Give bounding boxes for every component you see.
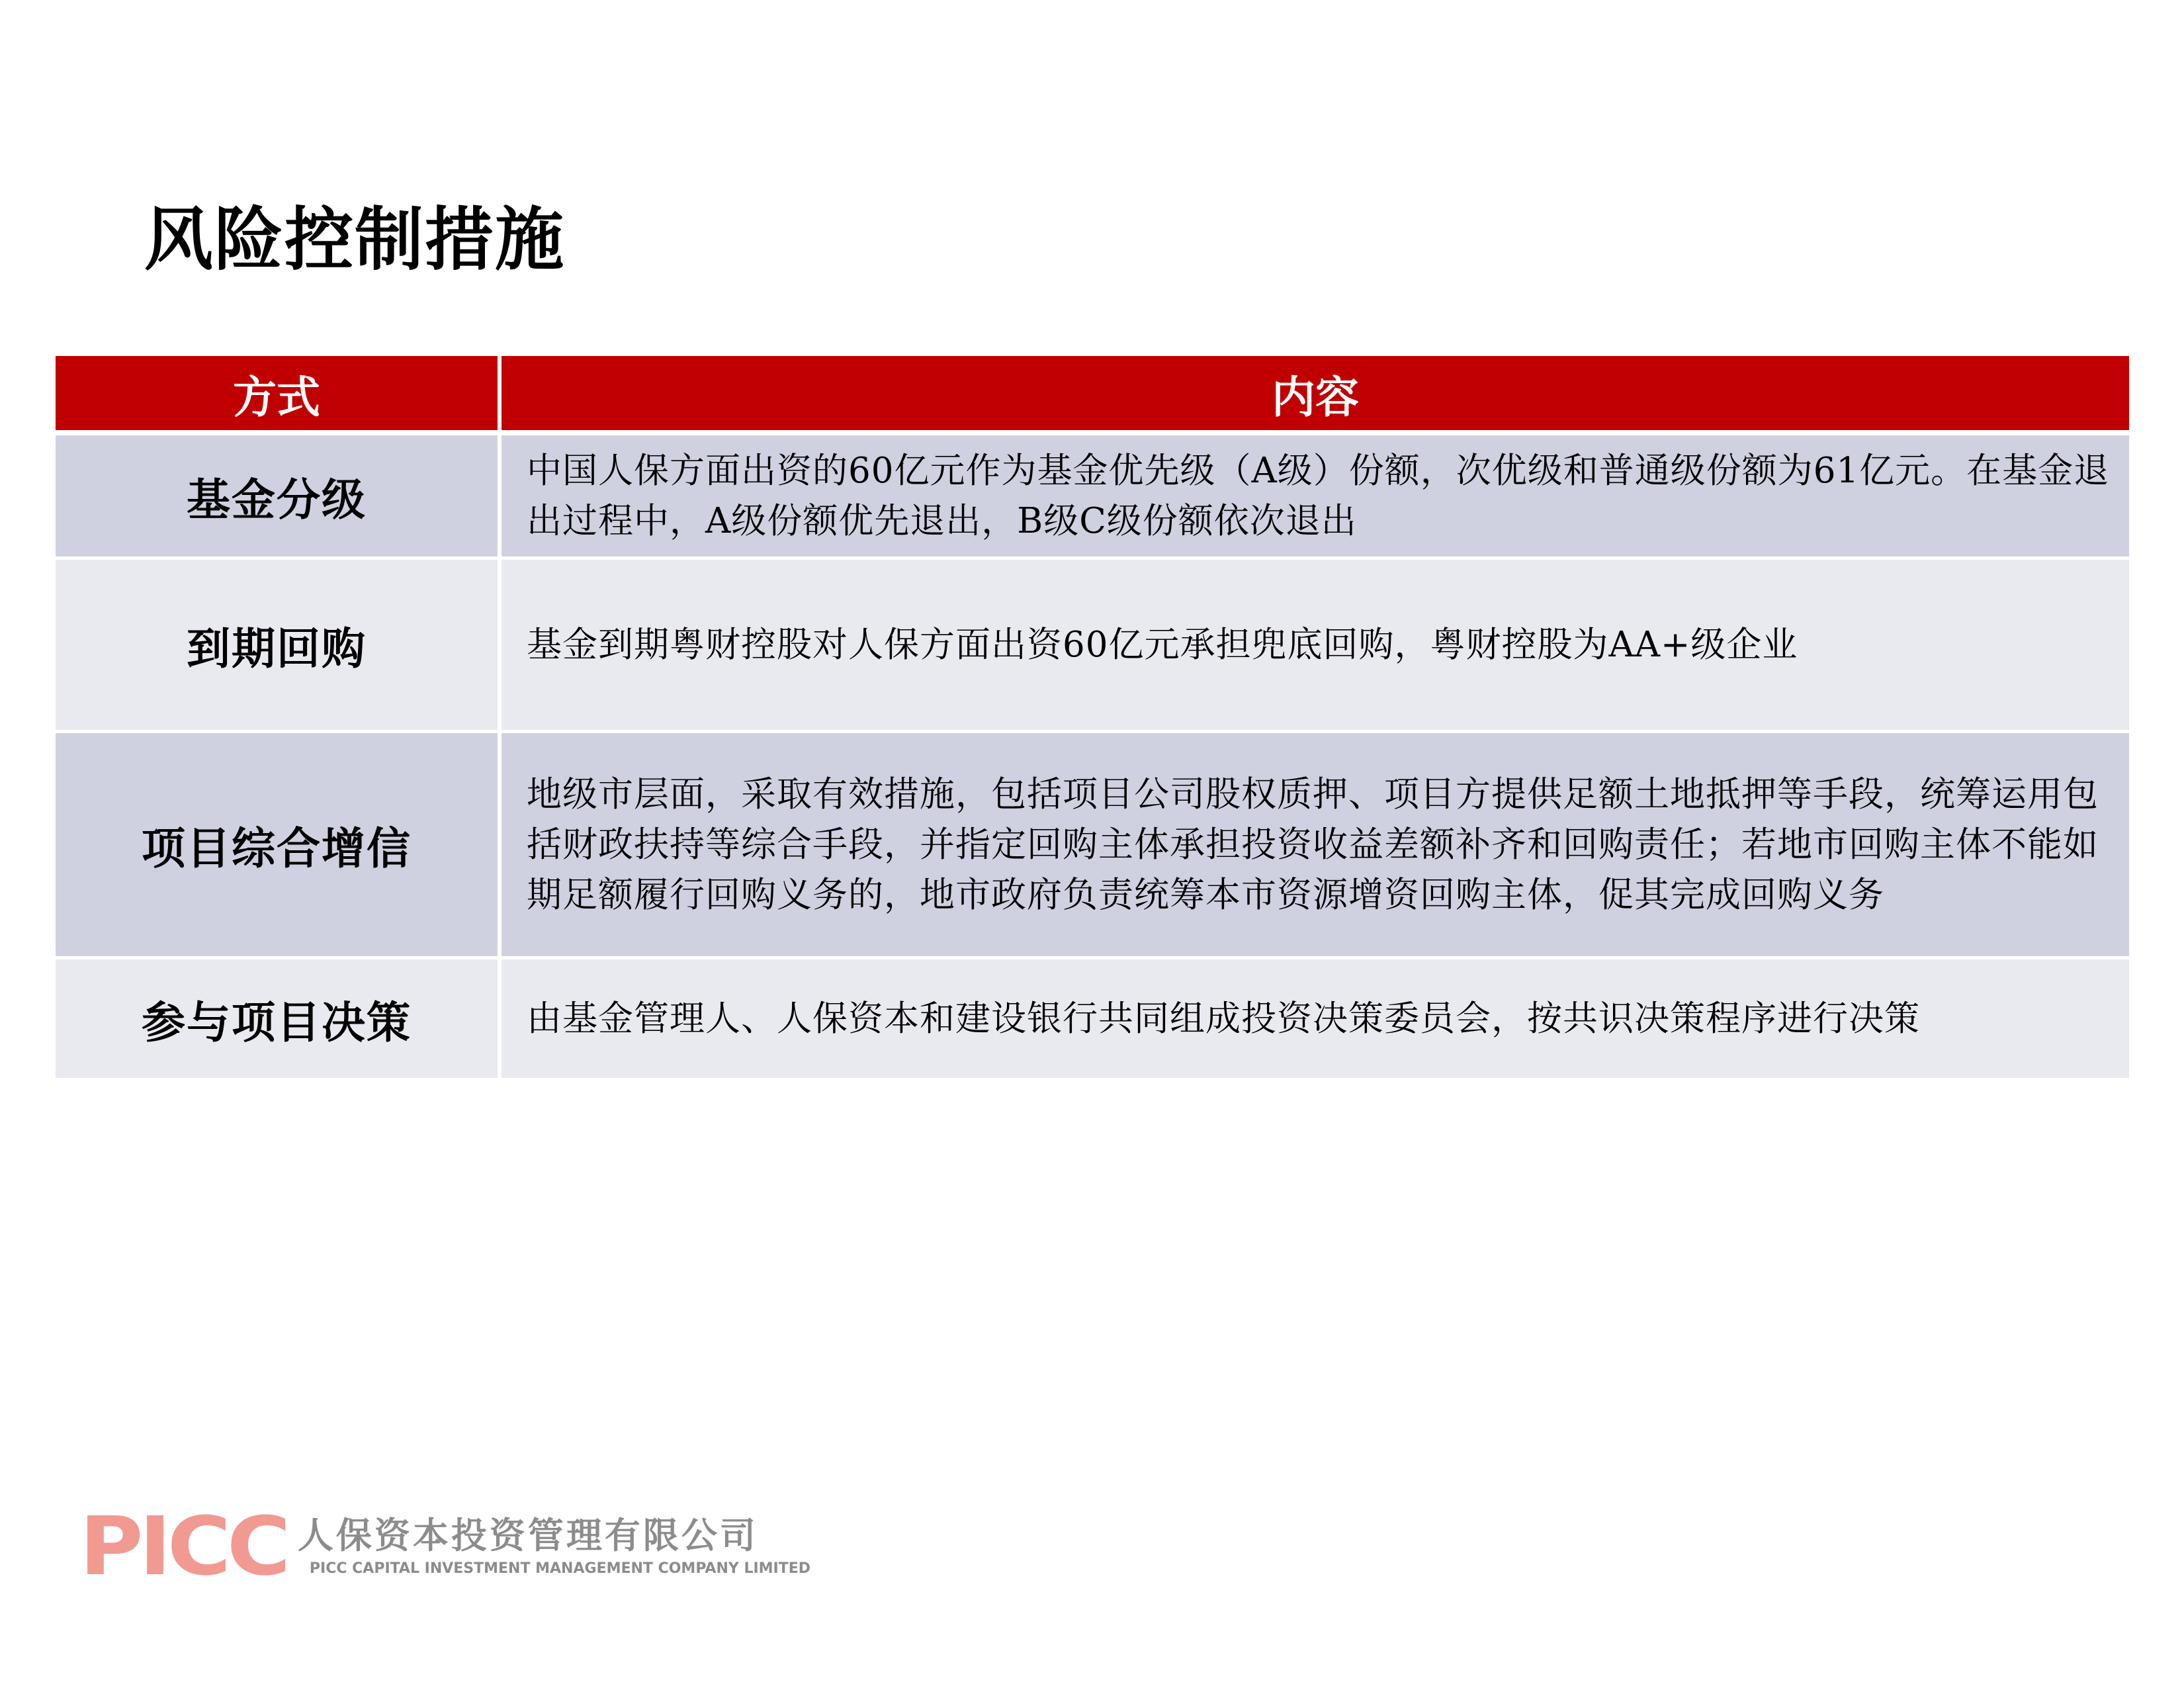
row-method-credit-enhancement: 项目综合增信 — [56, 733, 502, 959]
row-content-maturity-buyback: 基金到期粤财控股对人保方面出资60亿元承担兜底回购，粤财控股为AA+级企业 — [502, 560, 2129, 733]
row-content-fund-grading: 中国人保方面出资的60亿元作为基金优先级（A级）份额，次优级和普通级份额为61亿元。在基金退出过程中，A级份额优先退出，B级C级份额依次退出 — [502, 435, 2129, 560]
risk-control-table — [56, 356, 2129, 1081]
row-method-maturity-buyback: 到期回购 — [56, 560, 502, 733]
row-method-fund-grading: 基金分级 — [56, 435, 502, 560]
table-header-method: 方式 — [56, 356, 502, 435]
logo-text — [298, 1516, 810, 1577]
row-content-credit-enhancement: 地级市层面，采取有效措施，包括项目公司股权质押、项目方提供足额土地抵押等手段，统筹运用包括财政扶持等综合手段，并指定回购主体承担投资收益差额补齐和回购责任；若地市回购主体不能如期足额履行回购义务的，地市政府负责统筹本市资源增资回购主体，促其完成回购义务 — [502, 733, 2129, 959]
page-title: 风险控制措施 — [144, 199, 566, 280]
company-logo — [79, 1499, 811, 1593]
row-content-project-decision: 由基金管理人、人保资本和建设银行共同组成投资决策委员会，按共识决策程序进行决策 — [502, 959, 2129, 1081]
picc-logo-mark: PICC — [79, 1499, 287, 1593]
company-name-en: PICC CAPITAL INVESTMENT MANAGEMENT COMPANY LIMITED — [309, 1560, 811, 1577]
row-method-project-decision: 参与项目决策 — [56, 959, 502, 1081]
company-name-cn: 人保资本投资管理有限公司 — [297, 1514, 758, 1556]
table-header-content: 内容 — [502, 356, 2129, 435]
